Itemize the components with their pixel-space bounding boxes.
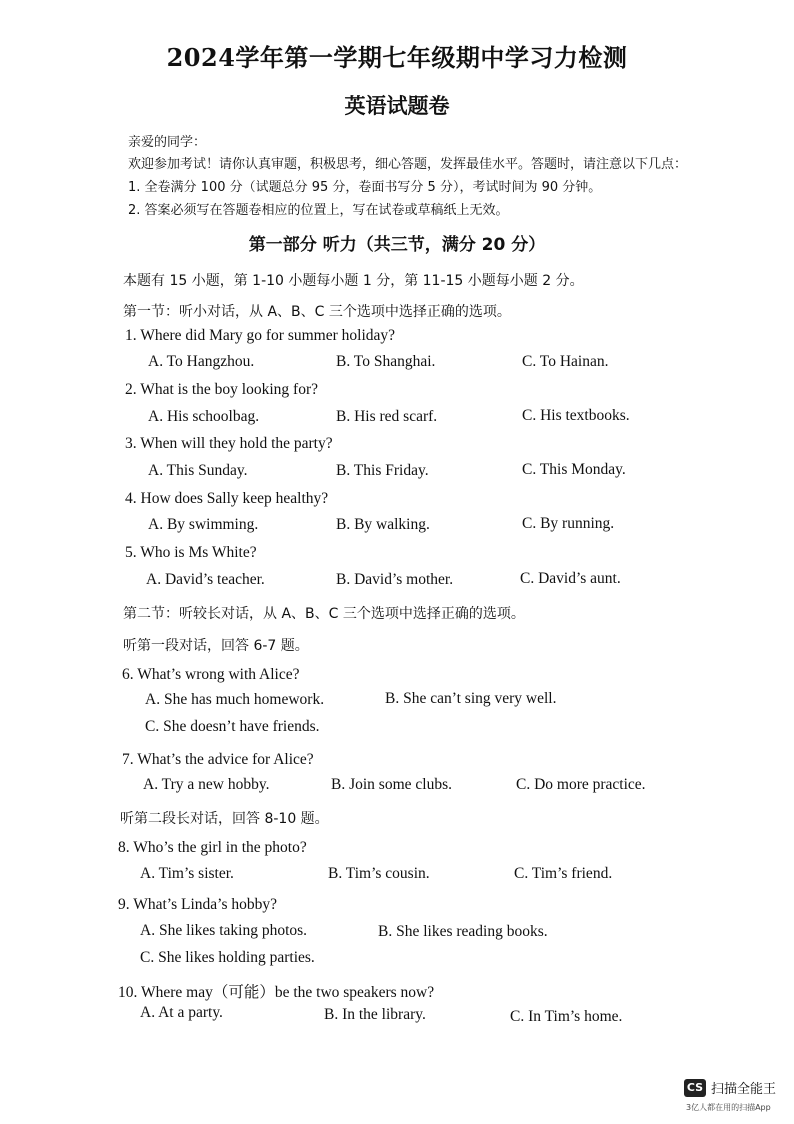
option-8c: C. Tim’s friend. <box>514 865 613 882</box>
section-2-instruction: 第二节：听较长对话，从 A、B、C 三个选项中选择正确的选项。 <box>123 606 525 622</box>
question-2: 2. What is the boy looking for? <box>125 381 319 398</box>
option-7a: A. Try a new hobby. <box>143 776 270 793</box>
option-9b: B. She likes reading books. <box>378 923 548 940</box>
option-4c: C. By running. <box>522 515 615 532</box>
option-2b: B. His red scarf. <box>336 408 438 425</box>
question-6: 6. What’s wrong with Alice? <box>122 666 300 683</box>
intro-greeting: 亲爱的同学： <box>128 135 207 150</box>
scanner-watermark <box>684 1078 776 1097</box>
option-3a: A. This Sunday. <box>148 462 248 479</box>
camscanner-icon: CS <box>684 1079 706 1097</box>
option-10a: A. At a party. <box>140 1004 223 1021</box>
option-9c: C. She likes holding parties. <box>140 949 315 966</box>
option-8b: B. Tim’s cousin. <box>328 865 430 882</box>
option-10c: C. In Tim’s home. <box>510 1008 623 1025</box>
question-10: 10. Where may（可能）be the two speakers now? <box>118 984 435 1001</box>
option-8a: A. Tim’s sister. <box>140 865 234 882</box>
option-5a: A. David’s teacher. <box>146 571 265 588</box>
option-10b: B. In the library. <box>324 1006 426 1023</box>
option-5c: C. David’s aunt. <box>520 570 621 587</box>
option-6b: B. She can’t sing very well. <box>385 690 557 707</box>
option-7b: B. Join some clubs. <box>331 776 452 793</box>
dialog-2-instruction: 听第二段长对话，回答 8-10 题。 <box>120 811 329 827</box>
option-6c: C. She doesn’t have friends. <box>145 718 320 735</box>
question-5: 5. Who is Ms White? <box>125 544 257 561</box>
exam-subtitle: 英语试题卷 <box>344 93 450 118</box>
intro-line-1: 欢迎参加考试！请你认真审题，积极思考，细心答题，发挥最佳水平。答题时，请注意以下几点： <box>128 157 688 172</box>
option-7c: C. Do more practice. <box>516 776 646 793</box>
option-2a: A. His schoolbag. <box>148 408 260 425</box>
part-title: 第一部分 听力（共三节，满分 20 分） <box>248 235 546 255</box>
part-note: 本题有 15 小题，第 1-10 小题每小题 1 分，第 11-15 小题每小题 2 分。 <box>123 273 584 289</box>
option-1b: B. To Shanghai. <box>336 353 436 370</box>
question-8: 8. Who’s the girl in the photo? <box>118 839 307 856</box>
option-4b: B. By walking. <box>336 516 430 533</box>
section-1-instruction: 第一节：听小对话，从 A、B、C 三个选项中选择正确的选项。 <box>123 304 511 320</box>
question-9: 9. What’s Linda’s hobby? <box>118 896 277 913</box>
option-1c: C. To Hainan. <box>522 353 609 370</box>
question-3: 3. When will they hold the party? <box>125 435 333 452</box>
option-1a: A. To Hangzhou. <box>148 353 255 370</box>
intro-line-2: 1. 全卷满分 100 分（试题总分 95 分，卷面书写分 5 分），考试时间为 90 分钟。 <box>128 180 602 195</box>
option-5b: B. David’s mother. <box>336 571 454 588</box>
option-9a: A. She likes taking photos. <box>140 922 308 939</box>
dialog-1-instruction: 听第一段对话，回答 6-7 题。 <box>123 638 309 654</box>
question-7: 7. What’s the advice for Alice? <box>122 751 314 768</box>
question-1: 1. Where did Mary go for summer holiday? <box>125 327 396 344</box>
option-3c: C. This Monday. <box>522 461 626 478</box>
option-6a: A. She has much homework. <box>145 691 325 708</box>
watermark-tagline: 3亿人都在用的扫描App <box>686 1103 771 1112</box>
watermark-name: 扫描全能王 <box>711 1082 777 1097</box>
option-3b: B. This Friday. <box>336 462 429 479</box>
intro-line-3: 2. 答案必须写在答题卷相应的位置上，写在试卷或草稿纸上无效。 <box>128 203 509 218</box>
question-4: 4. How does Sally keep healthy? <box>125 490 329 507</box>
option-4a: A. By swimming. <box>148 516 259 533</box>
option-2c: C. His textbooks. <box>522 407 630 424</box>
exam-title: 2024学年第一学期七年级期中学习力检测 <box>166 43 628 72</box>
